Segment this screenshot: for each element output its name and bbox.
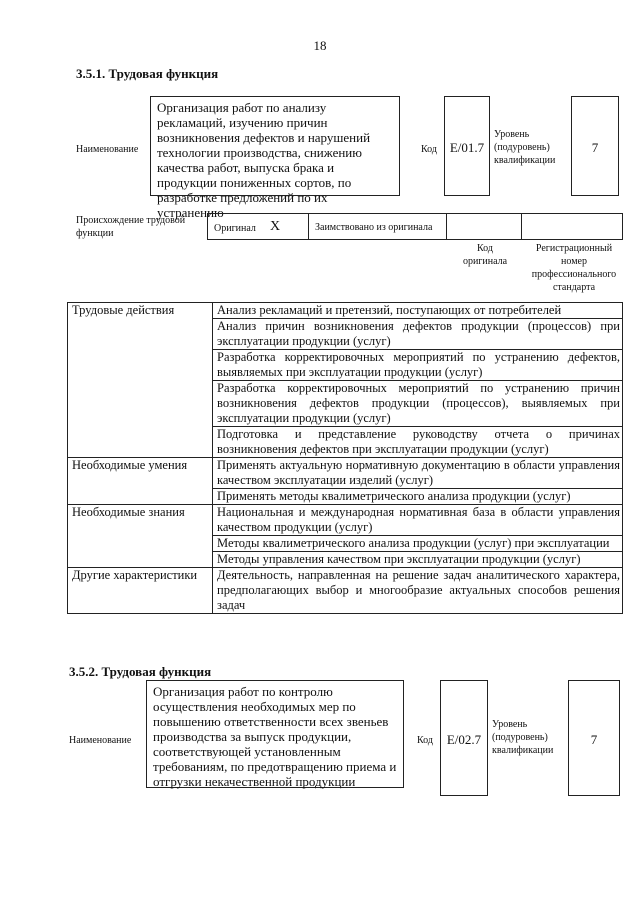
origin-code-cell [446, 213, 522, 240]
table-cell: Методы управления качеством при эксплуатации продукции (услуг) [213, 552, 623, 568]
code-label: Код [417, 735, 433, 746]
origin-reg-cell [521, 213, 623, 240]
row-label: Необходимые знания [68, 505, 213, 568]
table-cell: Применять актуальную нормативную документацию в области управления качеством эксплуатации изделий (услуг) [213, 458, 623, 489]
section-heading: 3.5.2. Трудовая функция [69, 664, 212, 679]
table-cell: Анализ причин возникновения дефектов продукции (процессов) при эксплуатации продукции (услуг) [213, 319, 623, 350]
level-label: Уровень (подуровень) квалификации [494, 129, 556, 166]
table-cell: Деятельность, направленная на решение задач аналитического характера, предполагающих выбор и многообразие актуальных способов решения задач [213, 568, 623, 614]
borrowed-label: Заимствовано из оригинала [315, 222, 433, 233]
level-value: 7 [591, 140, 599, 155]
table-row [68, 458, 623, 489]
table-cell: Анализ рекламаций и претензий, поступающих от потребителей [213, 303, 623, 319]
reg-number-label: Регистрационный номер профессионального стандарта [531, 243, 617, 293]
row-label: Необходимые умения [68, 458, 213, 505]
original-mark: X [270, 219, 281, 234]
origin-borrowed-cell [308, 213, 447, 240]
level-box [568, 680, 620, 796]
table-cell: Методы квалиметрического анализа продукции (услуг) при эксплуатации [213, 536, 623, 552]
code-value: E/02.7 [446, 732, 482, 747]
table-row [68, 303, 623, 319]
function-details-table [67, 302, 623, 614]
row-label: Другие характеристики [68, 568, 213, 614]
level-value: 7 [590, 732, 598, 747]
level-label: Уровень (подуровень) квалификации [492, 719, 554, 756]
name-label: Наименование [76, 144, 139, 155]
level-box [571, 96, 619, 196]
function-name-box [146, 680, 404, 788]
origin-original-cell [207, 213, 309, 240]
section-heading: 3.5.1. Трудовая функция [76, 66, 219, 81]
table-row [68, 568, 623, 614]
name-label: Наименование [69, 735, 132, 746]
original-label: Оригинал [214, 223, 256, 234]
code-value: E/01.7 [449, 140, 485, 155]
table-row [68, 505, 623, 536]
table-cell: Подготовка и представление руководству отчета о причинах возникновения дефектов при эксплуатации продукции (услуг) [213, 427, 623, 458]
row-label: Трудовые действия [68, 303, 213, 458]
origin-label: Происхождение трудовой функции [76, 215, 186, 239]
code-original-label: Код оригинала [462, 243, 508, 267]
table-cell: Национальная и международная нормативная база в области управления качеством продукции (услуг) [213, 505, 623, 536]
code-box [444, 96, 490, 196]
code-box [440, 680, 488, 796]
function-name-box [150, 96, 400, 220]
table-cell: Применять методы квалиметрического анализа продукции (услуг) [213, 489, 623, 505]
code-label: Код [421, 144, 437, 155]
function-name-text: Организация работ по контролю осуществления необходимых мер по повышению ответственности всех звеньев производства за выпуск продукции, соответствующей установленным требованиям, по предотвращению приема и отгрузки некачественной продукции [153, 684, 397, 789]
table-cell: Разработка корректировочных мероприятий по устранению дефектов, выявляемых при эксплуатации продукции (услуг) [213, 350, 623, 381]
table-cell: Разработка корректировочных мероприятий по устранению причин возникновения дефектов продукции (процессов), выявляемых при эксплуатации продукции (услуг) [213, 381, 623, 427]
function-name-text: Организация работ по анализу рекламаций, изучению причин возникновения дефектов и нарушений технологии производства, снижению качества работ, выпуска брака и продукции пониженных сортов, по разработке предложений по их устранению [157, 100, 371, 220]
page-number: 18 [313, 38, 327, 53]
